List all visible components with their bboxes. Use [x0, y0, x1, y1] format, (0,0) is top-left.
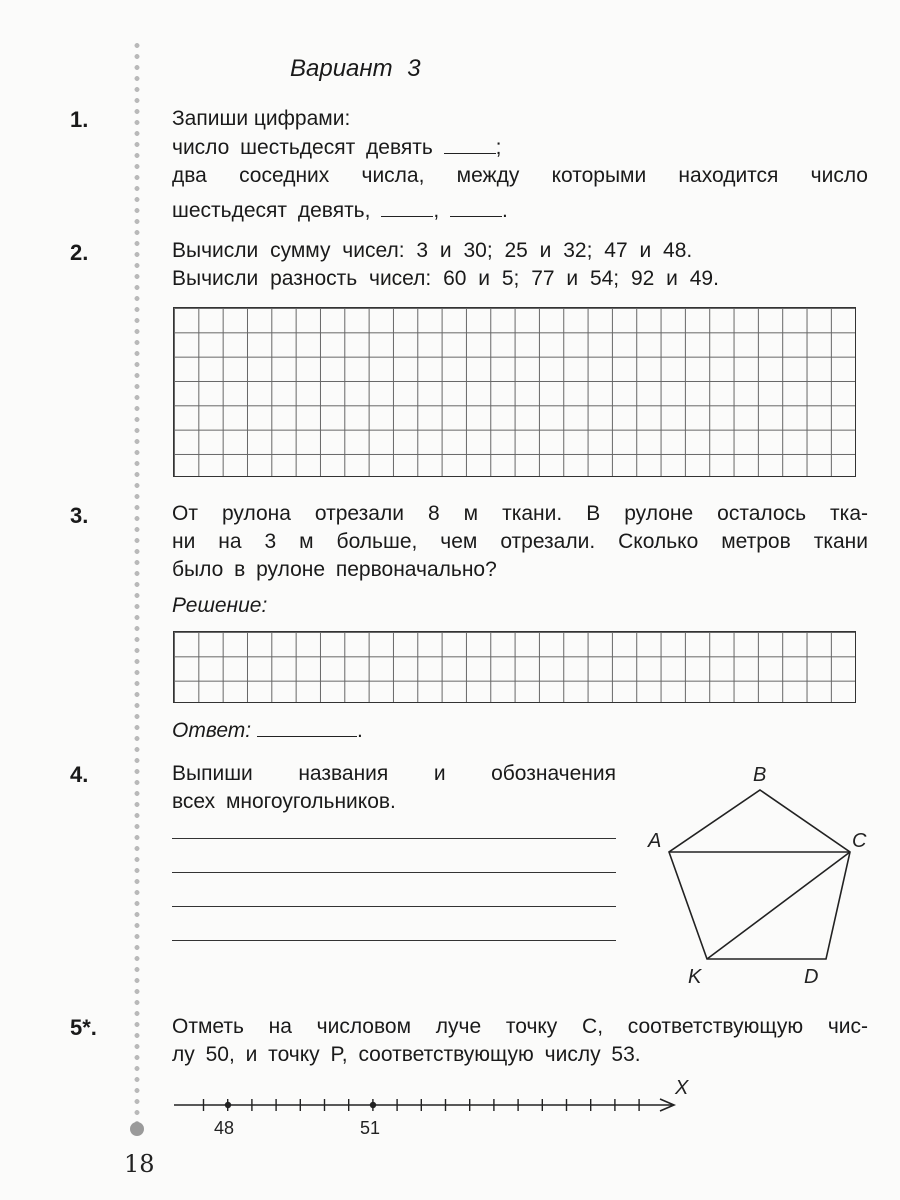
task-1-blank-3[interactable]: [450, 198, 502, 217]
task-4-line-2: всех многоугольников.: [172, 790, 396, 813]
margin-dot: [130, 1122, 144, 1136]
task-2-line-2: Вычисли разность чисел: 60 и 5; 77 и 54; 92 и 49.: [172, 267, 719, 290]
ray-mark-48: 48: [214, 1118, 235, 1138]
task-1-blank-1[interactable]: [444, 135, 496, 154]
vertex-d-label: D: [804, 966, 819, 988]
task-3-solution-grid[interactable]: [173, 631, 856, 703]
task-4-write-line-3[interactable]: [172, 906, 616, 907]
task-1-line-2: [172, 134, 502, 162]
task-1-line-4-sep: ,: [433, 199, 440, 222]
vertex-k-label: K: [688, 966, 702, 988]
task-2-line-1: Вычисли сумму чисел: 3 и 30; 25 и 32; 47 и 48.: [172, 239, 693, 262]
task-3-line-3: было в рулоне первоначально?: [172, 558, 497, 581]
vertex-b-label: B: [753, 764, 767, 786]
point-51-dot: [370, 1102, 376, 1108]
task-4-write-line-2[interactable]: [172, 872, 616, 873]
task-4-write-line-1[interactable]: [172, 838, 616, 839]
task-5-line-1: Отметь на числовом луче точку C, соответствующую чис-: [172, 1015, 868, 1038]
task-1-line-3: два соседних числа, между которыми находится число: [172, 164, 868, 187]
task-5-line-2: лу 50, и точку P, соответствующую числу 53.: [172, 1043, 641, 1066]
task-1-blank-2[interactable]: [381, 198, 433, 217]
task-3-number: 3.: [70, 503, 89, 528]
task-4-line-1: Выпиши названия и обозначения: [172, 762, 616, 785]
number-ray[interactable]: [160, 1070, 700, 1150]
task-3-solution-label: Решение:: [172, 594, 268, 617]
task-3-line-2: ни на 3 м больше, чем отрезали. Сколько метров ткани: [172, 530, 868, 553]
diagonal-kc: [707, 852, 850, 959]
task-3-answer-end: .: [356, 719, 363, 742]
task-1-line-2-text: число шестьдесят девять: [172, 136, 433, 159]
pentagon-figure: [630, 755, 900, 995]
task-1-line-4-end: .: [502, 199, 508, 222]
task-2-number: 2.: [70, 240, 89, 265]
task-1-number: 1.: [70, 107, 89, 132]
task-1-line-2-end: ;: [495, 136, 502, 159]
task-5-number: 5*.: [70, 1015, 97, 1040]
task-3-answer-label: Ответ:: [172, 719, 252, 742]
task-3-answer-row: [172, 717, 363, 745]
task-1-line-4: [172, 197, 508, 225]
task-1-line-1: Запиши цифрами:: [172, 107, 351, 130]
task-1-line-4-text: шестьдесят девять,: [172, 199, 371, 222]
ray-mark-51: 51: [360, 1118, 381, 1138]
pentagon-shape: [669, 790, 850, 959]
vertex-c-label: C: [852, 830, 867, 852]
vertex-a-label: A: [648, 830, 662, 852]
task-4-number: 4.: [70, 762, 89, 787]
task-2-grid-area[interactable]: [173, 307, 856, 477]
page-number: 18: [124, 1150, 155, 1178]
task-3-line-1: От рулона отрезали 8 м ткани. В рулоне осталось тка-: [172, 502, 868, 525]
ray-label-x: X: [675, 1077, 689, 1099]
task-4-write-line-4[interactable]: [172, 940, 616, 941]
task-3-answer-blank[interactable]: [257, 718, 357, 737]
point-48-dot: [225, 1102, 231, 1108]
dotted-margin: [133, 40, 141, 1130]
variant-title: Вариант 3: [290, 55, 421, 82]
